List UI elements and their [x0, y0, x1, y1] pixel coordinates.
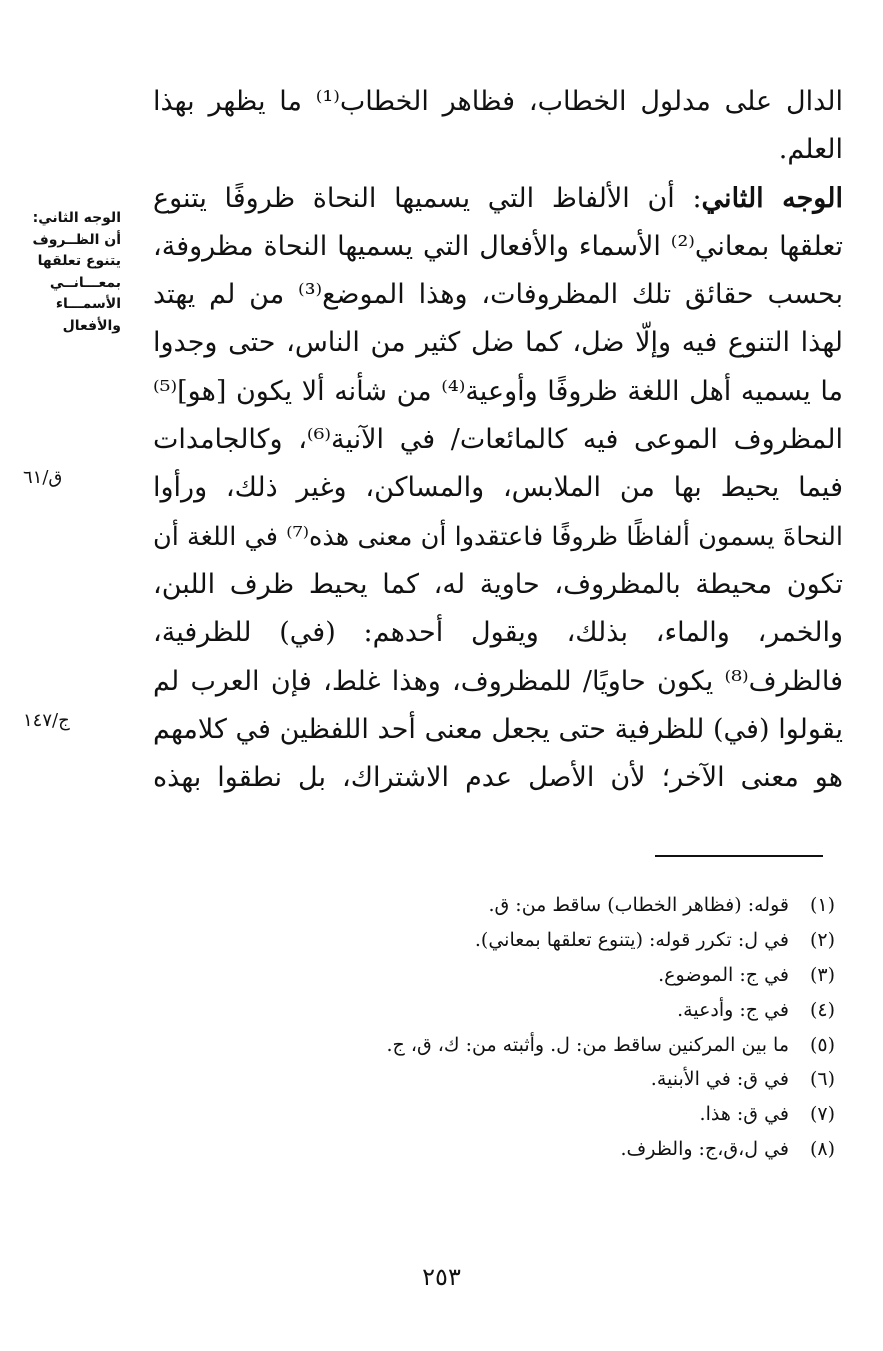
- text-line: لهذا التنوع فيه وإلّا ضل، كما ضل كثير من الناس، حتى وجدوا: [153, 327, 843, 359]
- footnote: [235, 1132, 835, 1167]
- text-line: فالظرف⁽⁸⁾ يكون حاويًا/ للمظروف، وهذا غلط، فإن العرب لم: [153, 665, 843, 697]
- margin-note-line: يتنوع تعلقها: [37, 253, 121, 269]
- footnote: [235, 1028, 835, 1063]
- section-heading: الوجه الثاني: [701, 182, 843, 214]
- text-line-content: : أن الألفاظ التي يسميها النحاة ظروفًا يتنوع: [153, 182, 702, 214]
- text-line: هو معنى الآخر؛ لأن الأصل عدم الاشتراك، بل نطقوا بهذه: [153, 762, 843, 794]
- main-text-block: [153, 78, 843, 802]
- margin-note-line: الأسمـــاء: [55, 296, 121, 312]
- footnote: [235, 923, 835, 958]
- text-line: يقولوا (في) للظرفية حتى يجعل معنى أحد اللفظين في كلامهم: [153, 713, 843, 745]
- footnote-text: في ج: الموضوع.: [658, 963, 789, 986]
- footnote-number: (٨): [809, 1138, 835, 1161]
- text-line: بحسب حقائق تلك المظروفات، وهذا الموضع⁽³⁾ من لم يهتد: [153, 279, 843, 311]
- margin-note-line: بمعـــانــي: [49, 274, 121, 291]
- text-line: تكون محيطة بالمظروف، حاوية له، كما يحيط ظرف اللبن،: [153, 568, 843, 600]
- margin-note: [6, 208, 121, 337]
- footnote-number: (٥): [809, 1033, 835, 1056]
- manuscript-page-ref: ق/٦١: [23, 467, 63, 488]
- text-line: [153, 175, 843, 223]
- footnote-number: (٣): [809, 963, 835, 986]
- text-line: ما يسميه أهل اللغة ظروفًا وأوعية⁽⁴⁾ من شأنه ألا يكون [هو]⁽⁵⁾: [153, 375, 844, 407]
- margin-note-line: أن الظــروف: [32, 231, 121, 248]
- page-number: ٢٥٣: [422, 1263, 461, 1291]
- footnote-text: في ج: وأدعية.: [677, 998, 789, 1021]
- footnote-number: (٢): [809, 928, 835, 951]
- margin-note-line: والأفعال: [62, 317, 121, 334]
- manuscript-page-ref: ج/١٤٧: [23, 710, 70, 731]
- footnote-number: (٤): [809, 998, 835, 1021]
- footnote: [235, 993, 835, 1028]
- footnote-text: في ل: تكرر قوله: (يتنوع تعلقها بمعاني).: [474, 928, 789, 951]
- text-line: العلم.: [778, 134, 843, 166]
- footnote: [235, 888, 835, 923]
- text-line: المظروف الموعى فيه كالمائعات/ في الآنية⁽⁶⁾، وكالجامدات: [153, 424, 843, 456]
- footnote-number: (١): [809, 894, 835, 916]
- text-line: الدال على مدلول الخطاب، فظاهر الخطاب⁽¹⁾ ما يظهر بهذا: [153, 86, 843, 117]
- text-line: النحاةَ يسمون ألفاظًا ظروفًا فاعتقدوا أن معنى هذه⁽⁷⁾ في اللغة أن: [153, 521, 844, 552]
- footnote-text: في ق: هذا.: [699, 1103, 789, 1126]
- footnote-text: قوله: (فظاهر الخطاب) ساقط من: ق.: [488, 894, 789, 916]
- text-line: والخمر، والماء، بذلك، ويقول أحدهم: (في) للظرفية،: [153, 617, 843, 649]
- footnote-text: في ق: في الأبنية.: [650, 1068, 789, 1091]
- footnote: [235, 1097, 835, 1132]
- footnote-separator: [655, 855, 823, 857]
- footnote-text: ما بين المركنين ساقط من: ل. وأثبته من: ك، ق، ج.: [386, 1033, 789, 1056]
- footnote: [235, 958, 835, 993]
- text-line: فيما يحيط بها من الملابس، والمساكن، وغير ذلك، ورأوا: [153, 472, 843, 504]
- footnote: [235, 1062, 835, 1097]
- margin-note-line: الوجه الثاني:: [32, 210, 121, 226]
- footnote-number: (٧): [809, 1103, 835, 1126]
- footnote-number: (٦): [809, 1068, 835, 1091]
- text-line: تعلقها بمعاني⁽²⁾ الأسماء والأفعال التي يسميها النحاة مظروفة،: [153, 230, 843, 262]
- footnotes-list: [235, 888, 835, 1167]
- footnote-text: في ل،ق،ج: والظرف.: [620, 1138, 789, 1161]
